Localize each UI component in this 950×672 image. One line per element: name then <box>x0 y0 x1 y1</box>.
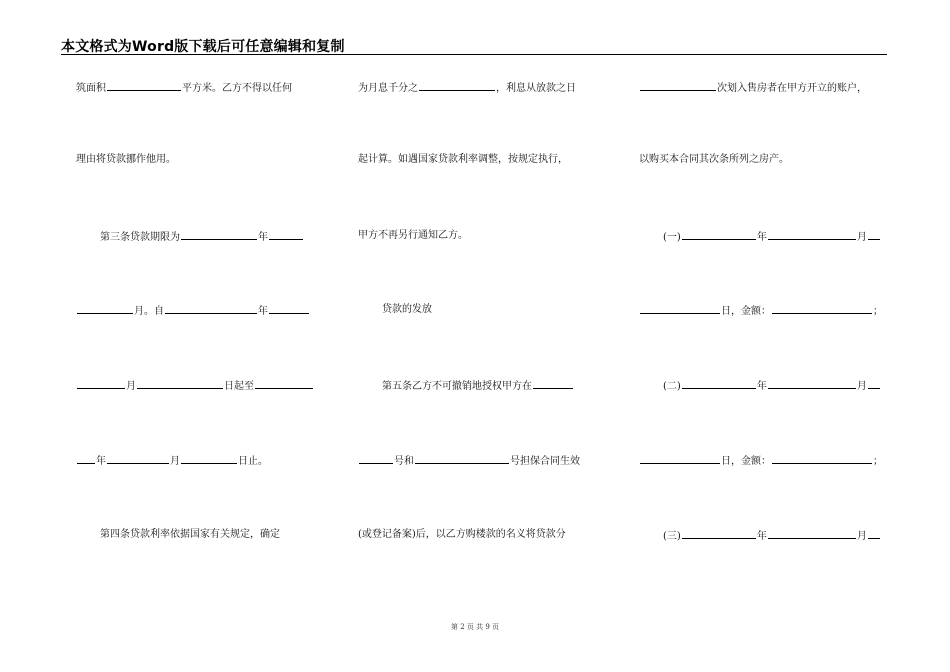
document-header-title: 本文格式为Word版下载后可任意编辑和复制 <box>61 39 345 55</box>
blank-underline <box>137 378 223 389</box>
blank-underline <box>768 229 856 240</box>
blank-underline <box>768 528 856 539</box>
text-column-3 <box>639 0 889 672</box>
text-line: 次划入售房者在甲方开立的账户， <box>639 80 867 96</box>
blank-underline <box>682 378 756 389</box>
text-line: (一) 年 月 <box>663 229 881 245</box>
blank-underline <box>533 378 573 389</box>
blank-underline <box>255 378 313 389</box>
text-column-1 <box>76 0 326 672</box>
blank-underline <box>868 229 880 240</box>
blank-underline <box>415 453 509 464</box>
section-heading: 贷款的发放 <box>382 304 432 315</box>
blank-underline <box>682 229 756 240</box>
text-line: 第三条贷款期限为 年 <box>100 229 304 245</box>
blank-underline <box>772 303 872 314</box>
blank-underline <box>640 303 720 314</box>
text-line: (或登记备案)后，以乙方购楼款的名义将贷款分 <box>358 529 566 540</box>
text-line: 第五条乙方不可撤销地授权甲方在 <box>382 378 574 394</box>
text-line: 日，金额： ； <box>639 453 883 469</box>
blank-underline <box>181 453 237 464</box>
text-line: (二) 年 月 <box>663 378 881 394</box>
text-line: 筑面积 平方米。乙方不得以任何 <box>76 80 292 96</box>
blank-underline <box>77 303 133 314</box>
text-line: 起计算。如遇国家贷款利率调整，按规定执行， <box>358 154 568 165</box>
blank-underline <box>107 80 181 91</box>
text-line: 第四条贷款利率依据国家有关规定，确定 <box>100 529 280 540</box>
blank-underline <box>269 303 309 314</box>
blank-underline <box>77 378 125 389</box>
blank-underline <box>359 453 393 464</box>
text-line: 为月息千分之 ，利息从放款之日 <box>358 80 576 96</box>
text-line: 号和 号担保合同生效 <box>358 453 580 469</box>
text-line: 月 日起至 <box>76 378 314 394</box>
text-line: 理由将贷款挪作他用。 <box>76 154 176 165</box>
blank-underline <box>640 453 720 464</box>
text-line: 月。自 年 <box>76 303 310 319</box>
text-column-2 <box>358 0 608 672</box>
text-line: (三) 年 月 <box>663 528 881 544</box>
blank-underline <box>419 80 495 91</box>
blank-underline <box>269 229 303 240</box>
text-line: 以购买本合同其次条所列之房产。 <box>639 154 789 165</box>
text-line: 日，金额： ； <box>639 303 883 319</box>
blank-underline <box>682 528 756 539</box>
blank-underline <box>640 80 716 91</box>
blank-underline <box>77 453 95 464</box>
blank-underline <box>772 453 872 464</box>
blank-underline <box>165 303 257 314</box>
text-line: 甲方不再另行通知乙方。 <box>358 230 468 241</box>
blank-underline <box>768 378 856 389</box>
blank-underline <box>181 229 257 240</box>
blank-underline <box>868 378 880 389</box>
blank-underline <box>868 528 880 539</box>
text-line: 年 月 日止。 <box>76 453 268 469</box>
blank-underline <box>107 453 169 464</box>
page-number: 第 2 页 共 9 页 <box>450 623 500 631</box>
